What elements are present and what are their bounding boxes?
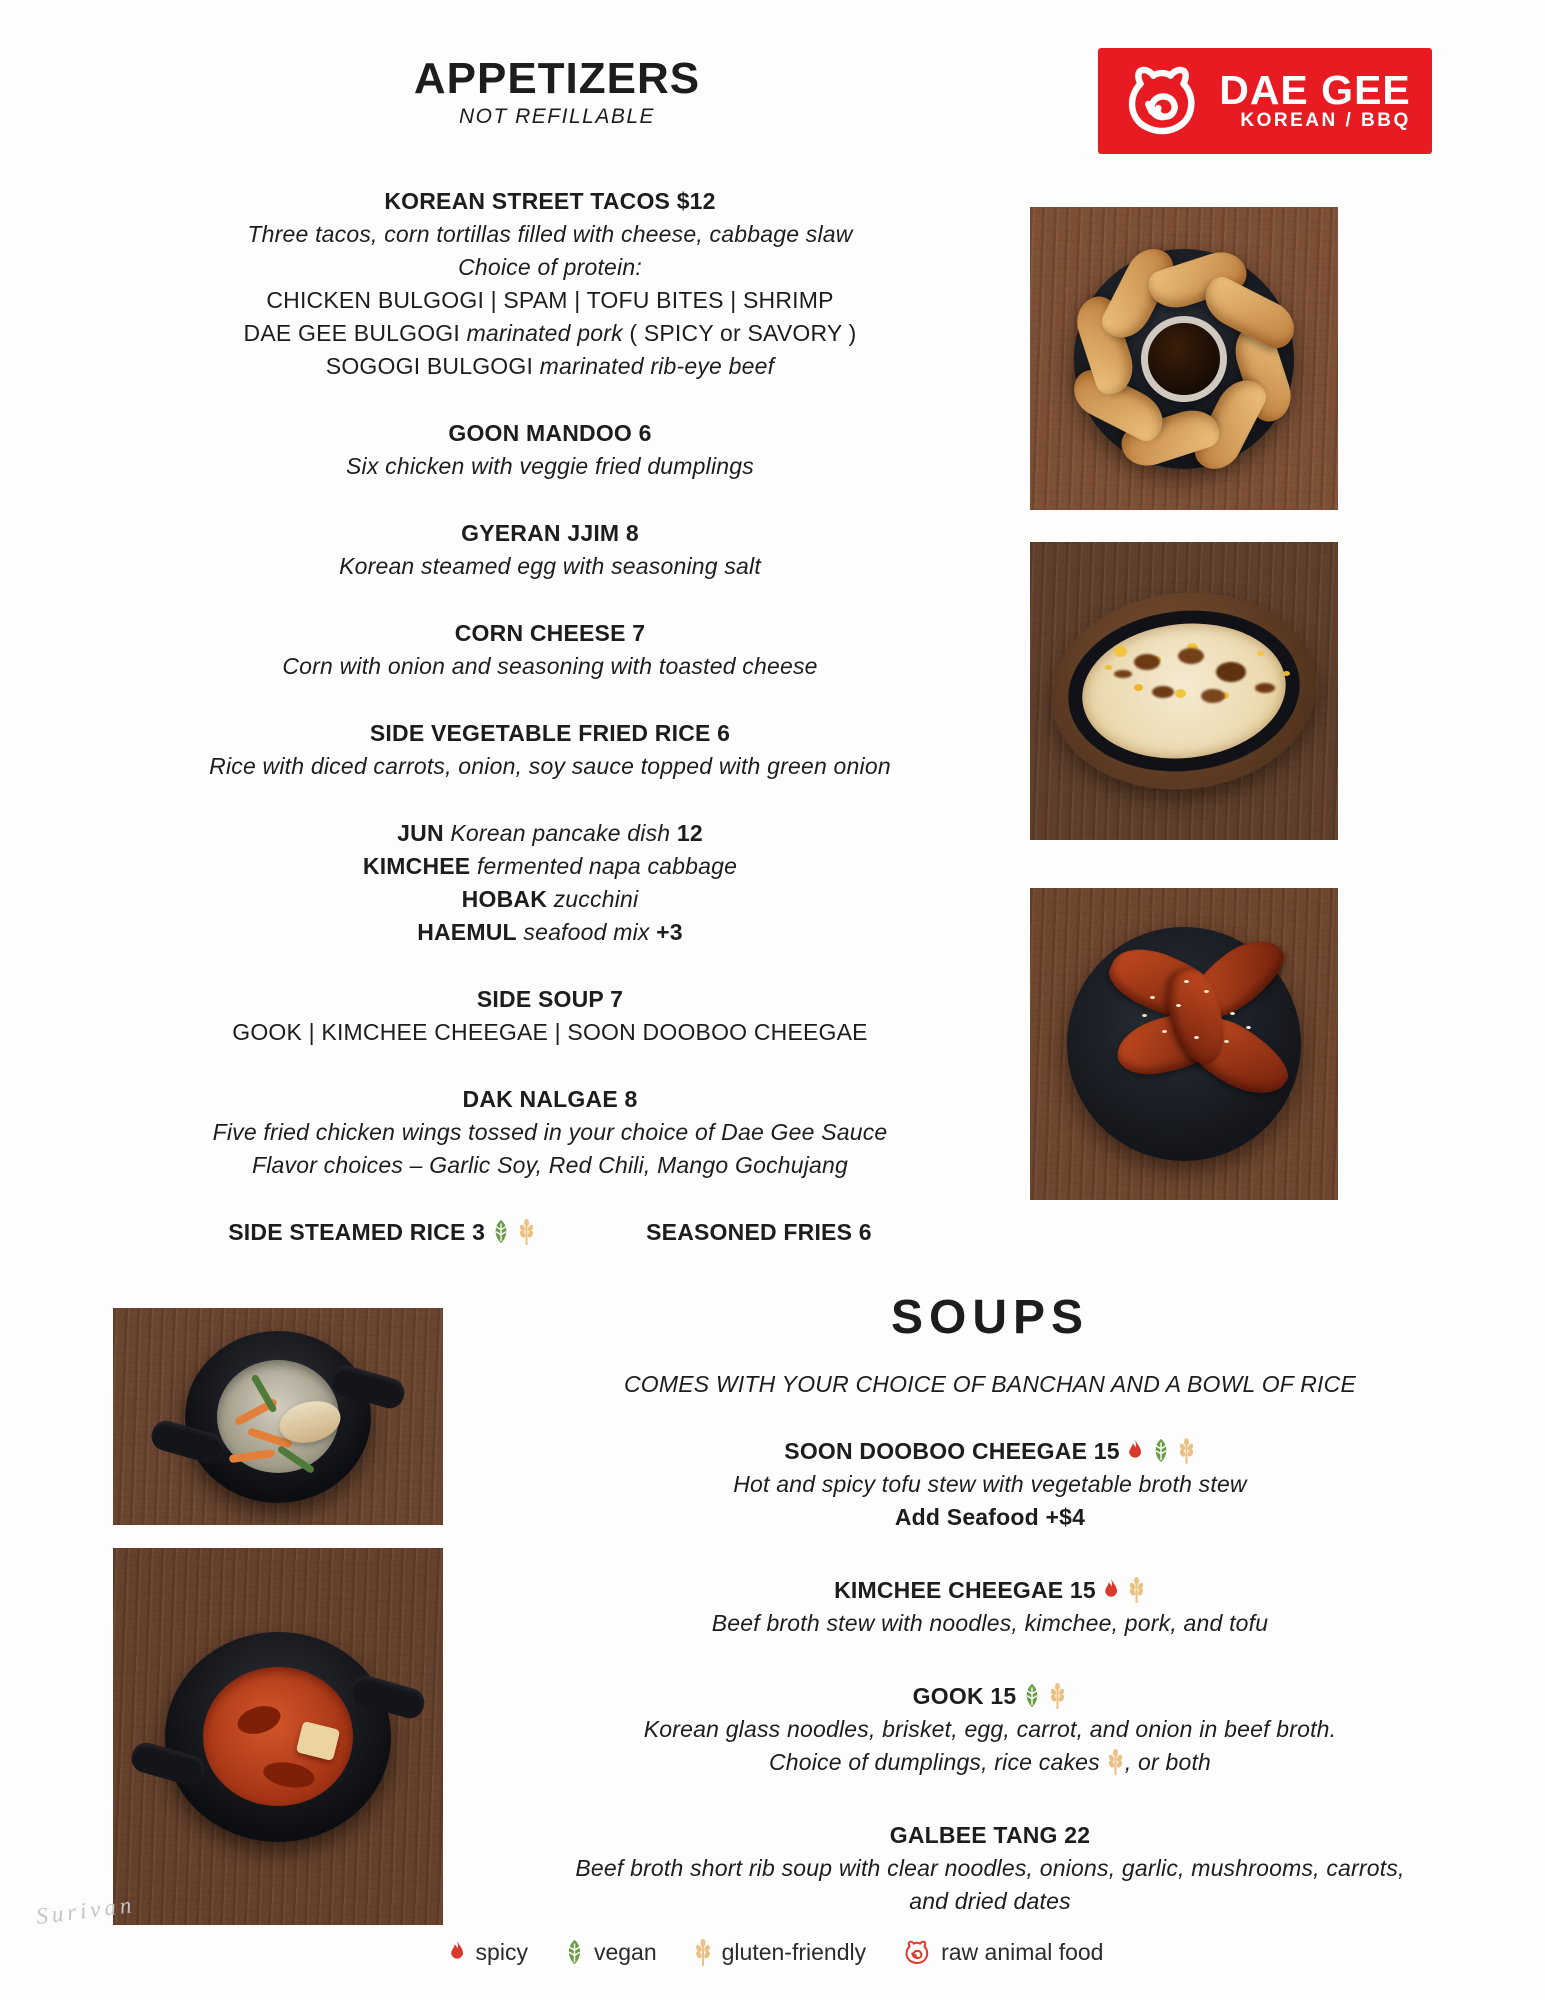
black-pot: [185, 1331, 371, 1503]
clear-broth: [217, 1360, 340, 1474]
appetizers-subtitle: NOT REFILLABLE: [458, 105, 656, 128]
signature-watermark: Surivan: [34, 1892, 137, 1929]
menu-item-side-vegetable-fried-rice: [145, 717, 955, 783]
item-name: SIDE VEGETABLE FRIED RICE 6: [369, 720, 731, 746]
item-options: SOGOGI BULGOGI marinated rib-eye beef: [325, 353, 775, 379]
logo-tagline: KOREAN / BBQ: [1240, 110, 1411, 131]
vegan-leaf-icon: [491, 1218, 511, 1245]
item-desc: Rice with diced carrots, onion, soy sauce topped with green onion: [209, 753, 891, 779]
logo-text: [1219, 67, 1411, 132]
chicken-wings-photo: [1030, 888, 1338, 1200]
legend-vegan: vegan: [558, 1938, 657, 1966]
flame-icon: [448, 1939, 467, 1965]
menu-item-side-steamed-rice: SIDE STEAMED RICE 3: [228, 1216, 536, 1249]
black-plate: [1074, 249, 1294, 469]
fried-dumplings-photo: [1030, 207, 1338, 510]
item-desc: Hot and spicy tofu stew with vegetable broth stew: [733, 1471, 1247, 1497]
menu-item-gook: [520, 1680, 1460, 1779]
menu-item-dak-nalgae: [145, 1083, 955, 1182]
dietary-legend: [0, 1938, 1545, 1966]
item-options: GOOK | KIMCHEE CHEEGAE | SOON DOOBOO CHEEGAE: [232, 1019, 868, 1045]
corn-cheese-photo: [1030, 542, 1338, 840]
menu-item-galbee-tang: [520, 1819, 1460, 1918]
item-desc: Choice of protein:: [458, 254, 642, 280]
soy-sauce-cup: [1141, 316, 1227, 402]
soups-list: [520, 1435, 1460, 1918]
leaf-icon: [564, 1938, 585, 1966]
item-options: DAE GEE BULGOGI marinated pork ( SPICY or SAVORY ): [243, 320, 857, 346]
kimchee-stew-photo: [113, 1548, 443, 1925]
item-desc: Corn with onion and seasoning with toasted cheese: [282, 653, 818, 679]
item-line-hobak: HOBAK zucchini: [461, 886, 639, 912]
menu-item-corn-cheese: [145, 617, 955, 683]
appetizers-header: [157, 55, 957, 129]
item-options: CHICKEN BULGOGI | SPAM | TOFU BITES | SHRIMP: [266, 287, 834, 313]
item-heading: GOOK 15: [520, 1680, 1460, 1713]
menu-item-korean-street-tacos: [145, 185, 955, 383]
item-name: SIDE SOUP 7: [476, 986, 624, 1012]
item-name: GYERAN JJIM 8: [461, 520, 639, 546]
menu-item-goon-mandoo: [145, 417, 955, 483]
legend-raw-animal-food: raw animal food: [896, 1939, 1103, 1966]
appetizers-title: APPETIZERS: [413, 54, 701, 103]
gluten-friendly-wheat-icon: [1106, 1749, 1125, 1775]
black-pot: [165, 1632, 391, 1842]
item-desc: and dried dates: [909, 1888, 1071, 1914]
item-desc: Six chicken with veggie fried dumplings: [346, 453, 754, 479]
daegee-logo: [1098, 48, 1432, 154]
gluten-friendly-wheat-icon: [1127, 1577, 1146, 1603]
appetizers-list: [145, 185, 955, 1283]
menu-item-soon-dooboo-cheegae: [520, 1435, 1460, 1534]
gluten-friendly-wheat-icon: [1177, 1438, 1196, 1464]
item-name: DAK NALGAE 8: [462, 1086, 638, 1112]
item-desc: Korean glass noodles, brisket, egg, carrot, and onion in beef broth.: [643, 1716, 1337, 1742]
wheat-icon: [693, 1939, 713, 1966]
item-desc: Choice of dumplings, rice cakes , or both: [768, 1749, 1212, 1775]
vegan-leaf-icon: [1151, 1437, 1171, 1464]
legend-gluten-friendly: gluten-friendly: [687, 1939, 866, 1966]
item-desc: Three tacos, corn tortillas filled with cheese, cabbage slaw: [247, 221, 853, 247]
item-name: CORN CHEESE 7: [454, 620, 646, 646]
item-heading: SOON DOOBOO CHEEGAE 15: [520, 1435, 1460, 1468]
item-heading: KIMCHEE CHEEGAE 15: [520, 1574, 1460, 1607]
item-line-jun: JUN Korean pancake dish 12: [397, 820, 703, 846]
pig-icon: [902, 1939, 932, 1966]
menu-item-kimchee-cheegae: [520, 1574, 1460, 1640]
pig-logo-icon: [1119, 61, 1205, 141]
item-line-kimchee: KIMCHEE fermented napa cabbage: [362, 853, 738, 879]
soups-title: SOUPS: [890, 1291, 1090, 1344]
soups-subtitle: COMES WITH YOUR CHOICE OF BANCHAN AND A BOWL OF RICE: [623, 1371, 1356, 1397]
item-name: KOREAN STREET TACOS $12: [384, 188, 716, 214]
red-stew: [203, 1667, 352, 1806]
item-line-haemul: HAEMUL seafood mix +3: [417, 919, 683, 945]
vegan-leaf-icon: [1022, 1682, 1042, 1709]
item-desc: Flavor choices – Garlic Soy, Red Chili, Mango Gochujang: [251, 1152, 849, 1178]
spicy-flame-icon: [1102, 1577, 1121, 1603]
item-desc: Five fried chicken wings tossed in your choice of Dae Gee Sauce: [212, 1119, 888, 1145]
logo-brand: DAE GEE: [1219, 67, 1411, 113]
menu-item-jun-group: [145, 817, 955, 949]
item-desc: Beef broth stew with noodles, kimchee, pork, and tofu: [711, 1610, 1269, 1636]
soups-section: [520, 1292, 1460, 1958]
menu-item-rice-and-fries: [145, 1216, 955, 1249]
item-desc: Korean steamed egg with seasoning salt: [339, 553, 761, 579]
menu-item-side-soup: [145, 983, 955, 1049]
spicy-flame-icon: [1126, 1438, 1145, 1464]
legend-spicy: spicy: [442, 1939, 528, 1966]
menu-item-gyeran-jjim: [145, 517, 955, 583]
dumpling-soup-photo: [113, 1308, 443, 1525]
gluten-friendly-wheat-icon: [1048, 1683, 1067, 1709]
menu-item-seasoned-fries: SEASONED FRIES 6: [646, 1219, 872, 1245]
item-note: Add Seafood +$4: [894, 1504, 1086, 1530]
item-desc: Beef broth short rib soup with clear noodles, onions, garlic, mushrooms, carrots,: [575, 1855, 1405, 1881]
item-name: GOON MANDOO 6: [448, 420, 652, 446]
gluten-friendly-wheat-icon: [517, 1219, 536, 1245]
item-name: GALBEE TANG 22: [889, 1822, 1091, 1848]
